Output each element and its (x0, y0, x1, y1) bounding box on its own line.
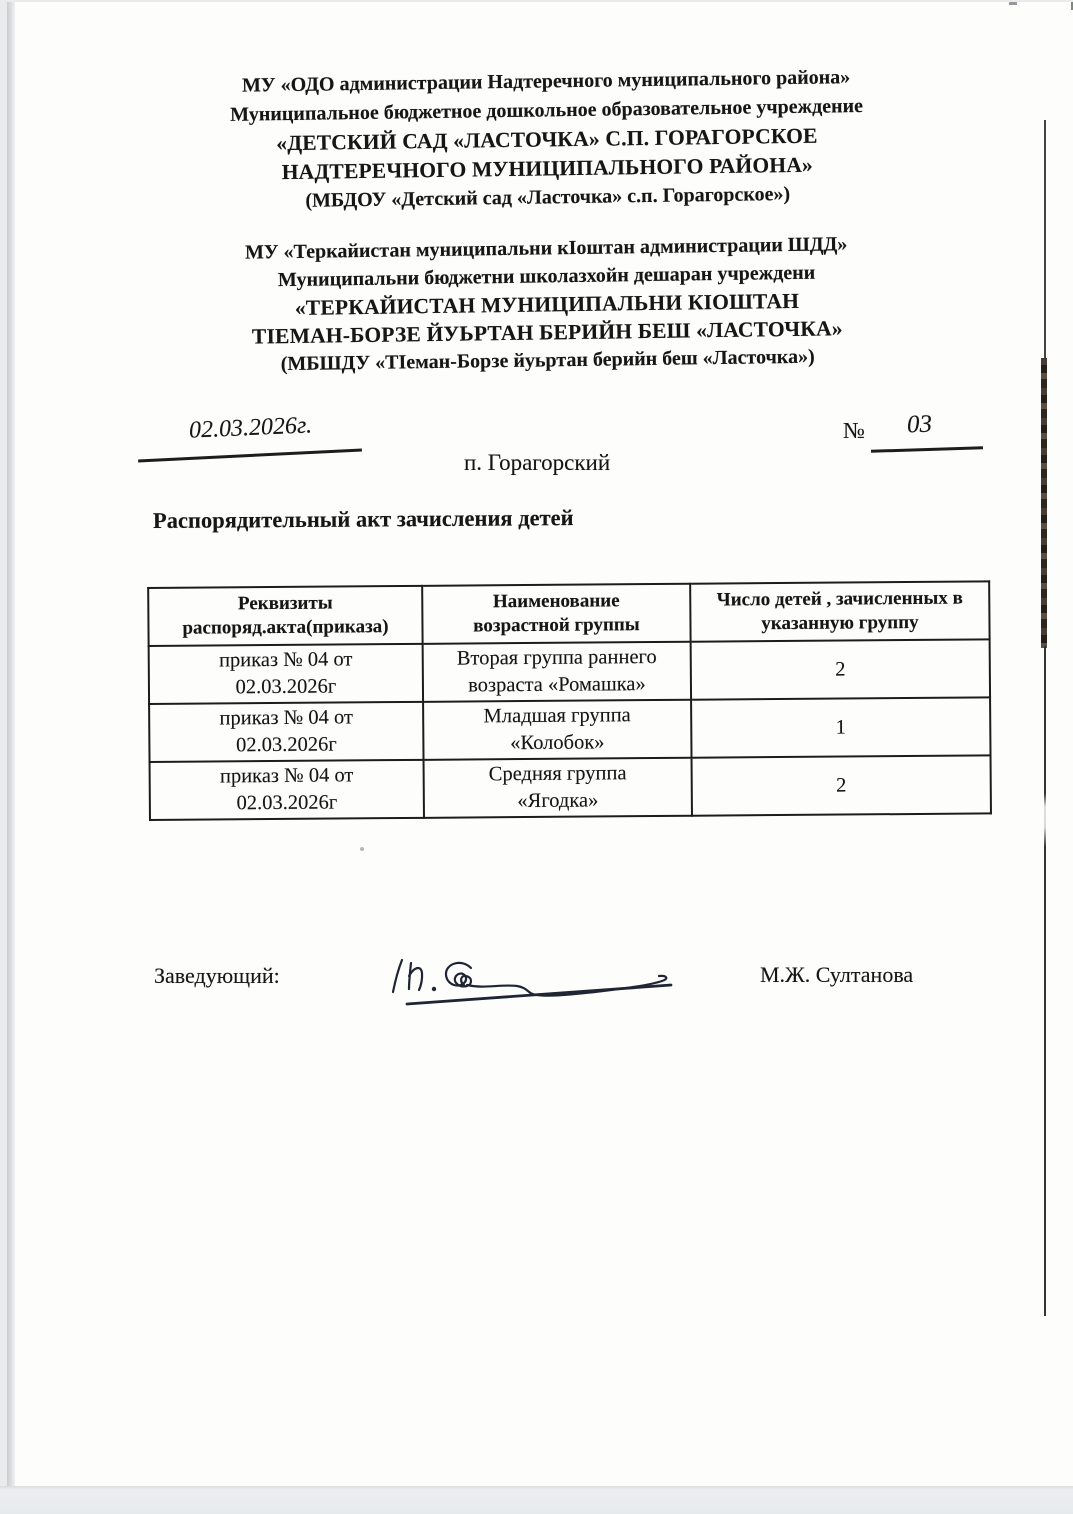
cell-count: 1 (691, 697, 990, 757)
doc-number-sign: № (843, 418, 865, 443)
scan-artifact-line-top (1044, 120, 1046, 360)
org-header-che-line: (МБШДУ «ТІеман-Борзе йуьртан берийн беш «Ласточка») (280, 345, 815, 376)
signatory-name: М.Ж. Султанова (760, 962, 914, 987)
scan-artifact-line-bottom (1044, 646, 1046, 1316)
cell-group: Младшая группа «Колобок» (423, 700, 691, 760)
scan-speck (360, 847, 364, 851)
column-header-count: Число детей , зачисленных в указанную группу (690, 581, 989, 641)
cell-group: Вторая группа раннего возраста «Ромашка» (423, 642, 691, 702)
org-header-ru-line: «ДЕТСКИЙ САД «ЛАСТОЧКА» С.П. ГОРАГОРСКОЕ (276, 123, 818, 156)
date-underline (138, 449, 362, 462)
org-header-che-line: «ТЕРКАЙИСТАН МУНИЦИПАЛЬНИ КІОШТАН (294, 288, 800, 320)
cell-act: приказ № 04 от 02.03.2026г (150, 760, 424, 820)
paper-bottom-edge (0, 1486, 1073, 1514)
org-header-ru-line: НАДТЕРЕЧНОГО МУНИЦИПАЛЬНОГО РАЙОНА» (281, 152, 814, 185)
column-header-act: Реквизиты распоряд.акта(приказа) (148, 586, 422, 646)
doc-number-value: 03 (906, 410, 933, 439)
org-header-ru-line: (МБДОУ «Детский сад «Ласточка» с.п. Горагорское») (305, 183, 791, 212)
org-header-ru-line: Муниципальное бюджетное дошкольное образовательное учреждение (230, 95, 864, 126)
org-header-che-line: МУ «Теркайистан муниципальни кІоштан администрации ШДД» (244, 233, 848, 264)
handwritten-signature-icon (379, 948, 719, 1012)
cell-act: приказ № 04 от 02.03.2026г (149, 644, 423, 704)
page-title: Распорядительный акт зачисления детей (152, 505, 574, 533)
paper-left-edge (7, 2, 15, 1488)
table-row (150, 755, 991, 820)
doc-date: 02.03.2026г. (188, 412, 313, 444)
column-header-group: Наименование возрастной группы (422, 584, 690, 644)
signatory-role-label: Заведующий: (154, 963, 280, 988)
scan-speck (1009, 2, 1017, 5)
table-row (149, 697, 990, 762)
cell-count: 2 (692, 755, 991, 815)
org-header-ru-line: МУ «ОДО администрации Надтеречного муниципального района» (241, 66, 851, 97)
table-header-row (148, 581, 989, 646)
org-header-che-line: ТІЕМАН-БОРЗЕ ЙУЬРТАН БЕРИЙН БЕШ «ЛАСТОЧКА» (251, 316, 843, 349)
document-page (7, 2, 1073, 1488)
cell-group: Средняя группа «Ягодка» (424, 758, 692, 818)
number-underline (871, 446, 983, 452)
cell-count: 2 (691, 639, 990, 699)
cell-act: приказ № 04 от 02.03.2026г (149, 702, 423, 762)
scan-artifact-band (1041, 358, 1047, 648)
enrollment-table (147, 580, 992, 821)
org-header-chechen (146, 229, 948, 380)
org-header-che-line: Муниципальни бюджетни школазхойн дешаран учреждени (277, 261, 816, 292)
doc-place: п. Горагорский (464, 450, 611, 475)
table-row (149, 639, 990, 704)
org-header-russian (146, 62, 948, 218)
